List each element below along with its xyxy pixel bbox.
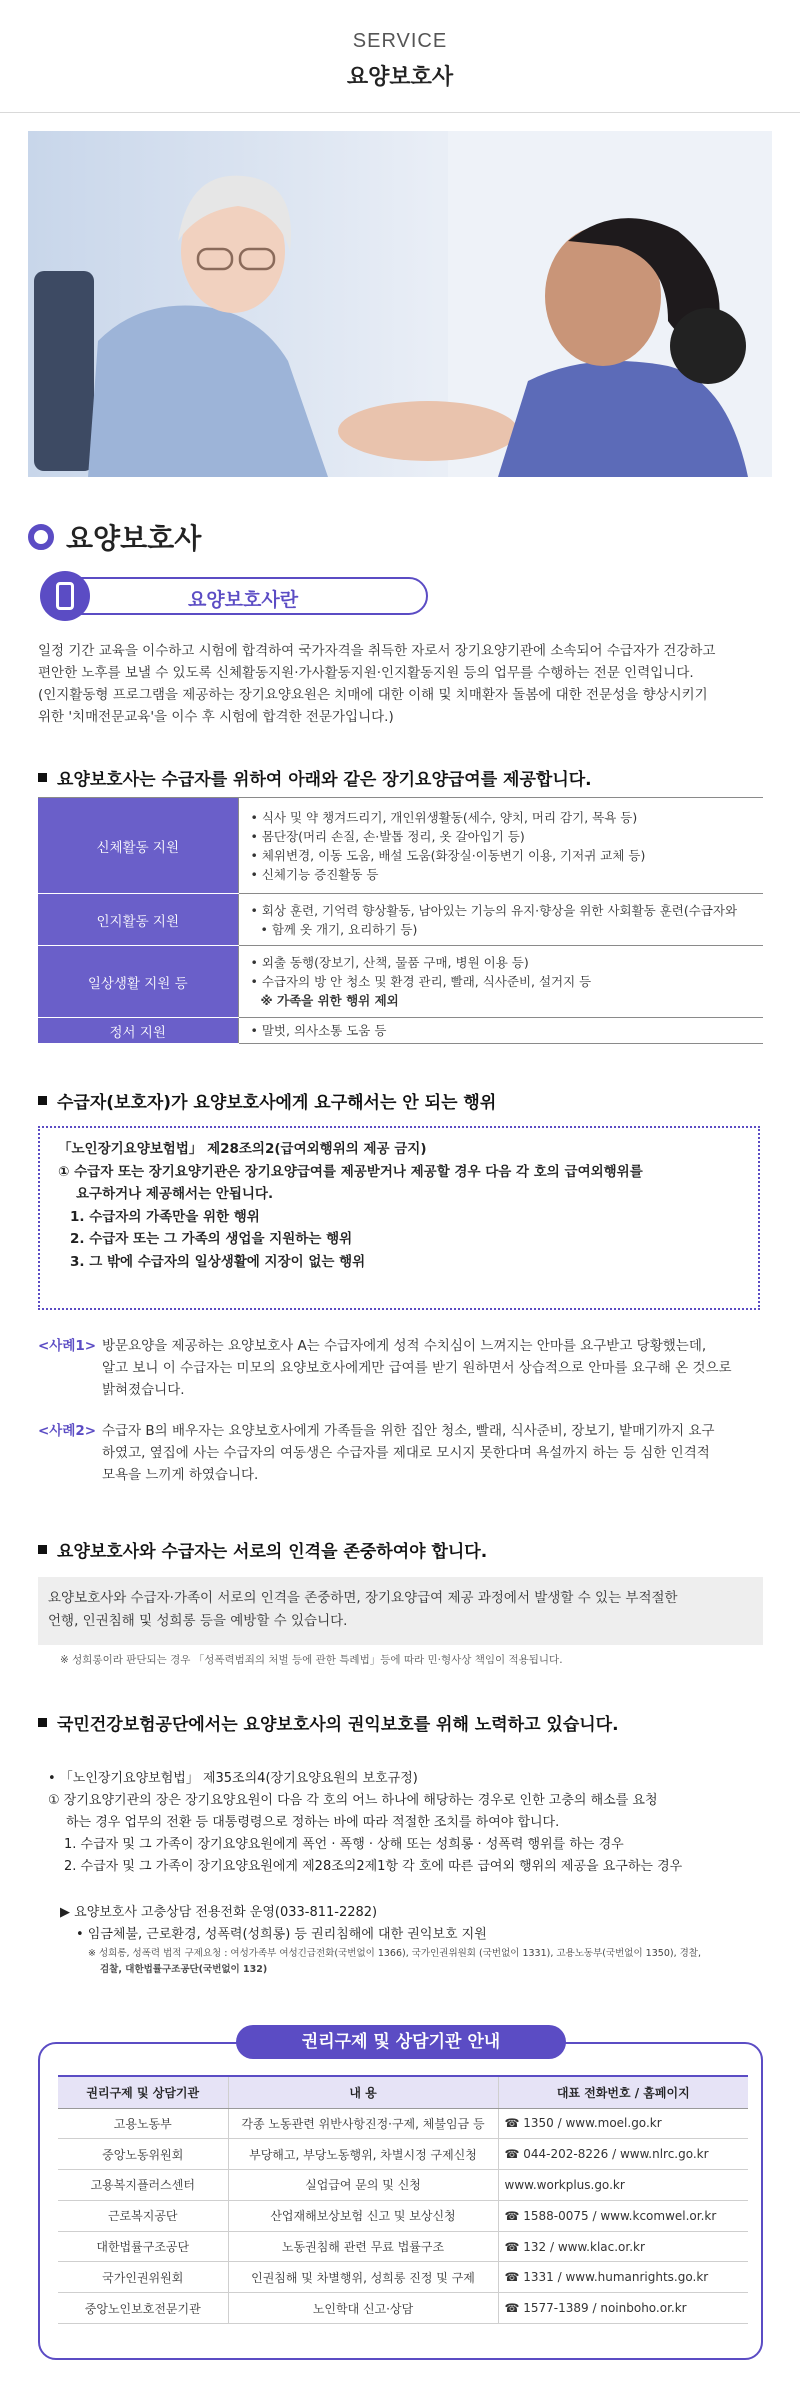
table-row: 고용노동부 각종 노동관련 위반사항진정·구제, 체불임금 등 ☎ 1350 / www.moel.go.kr xyxy=(58,2108,748,2139)
pill-label: 요양보호사란 xyxy=(187,589,299,611)
page-header xyxy=(0,0,800,113)
benefit-category: 정서 지원 xyxy=(38,1018,238,1044)
rights-law: • 「노인장기요양보험법」 제35조의4(장기요양요원의 보호규정) ① 장기요양기관의 장은 장기요양요원이 다음 각 호의 어느 하나에 해당하는 경우로 인한 고충의 해소를 요청 하는 경우 업무의 전환 등 대통령령으로 정하는 바에 따라 적절한 조치를 하여야 합니다. 1. 수급자 및 그 가족이 장기요양요원에게 폭언 · 폭행 · 상해 또는 성희롱 · 성폭력 행위를 하는 경우 2. 수급자 및 그 가족이 장기요양요원에게 제28조의2제1항 각 호에 따른 급여외 행위의 제공을 요구하는 경우 xyxy=(48,1771,683,1874)
benefits-heading: 요양보호사는 수급자를 위하여 아래와 같은 장기요양급여를 제공합니다. xyxy=(38,765,592,790)
table-row: 일상생활 지원 등 • 외출 동행(장보기, 산책, 물품 구매, 병원 이용 등) • 수급자의 방 안 청소 및 환경 관리, 빨래, 식사준비, 설거지 등 ※ 가족을 위한 행위 제외 xyxy=(38,946,763,1018)
case-example: <사례2> 수급자 B의 배우자는 요양보호사에게 가족들을 위한 집안 청소, 빨래, 식사준비, 장보기, 밭매기까지 요구 하였고, 옆집에 사는 수급자의 여동생은 수급자를 제대로 모시지 못한다며 욕설까지 하는 등 심한 인격적 모욕을 느끼게 하였습니다. xyxy=(38,1423,715,1483)
respect-note: ※ 성희롱이라 판단되는 경우 「성폭력범죄의 처벌 등에 관한 특례법」등에 따라 민·형사상 책임이 적용됩니다. xyxy=(60,1654,563,1666)
definition-pill xyxy=(40,573,428,619)
table-row: 국가인권위원회 인권침해 및 차별행위, 성희롱 진정 및 구제 ☎ 1331 / www.humanrights.go.kr xyxy=(58,2262,748,2293)
smartphone-icon xyxy=(40,571,90,621)
agency-contact-link[interactable]: ☎ 1588-0075 / www.kcomwel.or.kr xyxy=(498,2200,748,2231)
table-row: 인지활동 지원 • 회상 훈련, 기억력 향상활동, 남아있는 기능의 유지·향상을 위한 사회활동 훈련(수급자와 • 함께 옷 개기, 요리하기 등) xyxy=(38,894,763,946)
agency-contact-link[interactable]: ☎ 132 / www.klac.or.kr xyxy=(498,2231,748,2262)
prohibited-heading: 수급자(보호자)가 요양보호사에게 요구해서는 안 되는 행위 xyxy=(38,1088,496,1113)
caregiver-photo xyxy=(28,131,772,477)
agencies-title: 권리구제 및 상담기관 안내 xyxy=(236,2025,566,2059)
table-row: 근로복지공단 산업재해보상보험 신고 및 보상신청 ☎ 1588-0075 / www.kcomwel.or.kr xyxy=(58,2200,748,2231)
respect-heading: 요양보호사와 수급자는 서로의 인격을 존중하여야 합니다. xyxy=(38,1537,487,1562)
respect-box: 요양보호사와 수급자·가족이 서로의 인격을 존중하면, 장기요양급여 제공 과정에서 발생할 수 있는 부적절한 언행, 인권침해 및 성희롱 등을 예방할 수 있습니다. xyxy=(38,1577,763,1645)
agency-contact-link[interactable]: www.workplus.go.kr xyxy=(498,2170,748,2201)
page-title: 요양보호사 xyxy=(346,65,454,90)
table-row: 신체활동 지원 • 식사 및 약 챙겨드리기, 개인위생활동(세수, 양치, 머리 감기, 목욕 등) • 몸단장(머리 손질, 손·발톱 정리, 옷 갈아입기 등) • 체위변경, 이동 도움, 배설 도움(화장실·이동변기 이용, 기저귀 교체 등) • 신체기능 증진활동 등 xyxy=(38,798,763,894)
section-title: 요양보호사 xyxy=(28,520,201,554)
case-example: <사례1> 방문요양을 제공하는 요양보호사 A는 수급자에게 성적 수치심이 느껴지는 안마를 요구받고 당황했는데, 알고 보니 이 수급자는 미모의 요양보호사에게만 급여를 받기 원하면서 상습적으로 안마를 요구해 온 것으로 밝혀졌습니다. xyxy=(38,1338,732,1398)
benefit-category: 일상생활 지원 등 xyxy=(38,946,238,1018)
agency-contact-link[interactable]: ☎ 1350 / www.moel.go.kr xyxy=(498,2108,748,2139)
table-row: 정서 지원 • 말벗, 의사소통 도움 등 xyxy=(38,1018,763,1044)
table-row: 중앙노동위원회 부당해고, 부당노동행위, 차별시정 구제신청 ☎ 044-202-8226 / www.nlrc.go.kr xyxy=(58,2139,748,2170)
circle-bullet-icon xyxy=(28,524,54,550)
table-header-row: 권리구제 및 상담기관 내 용 대표 전화번호 / 홈페이지 xyxy=(58,2076,748,2108)
benefits-table xyxy=(38,797,763,1044)
agency-contact-link[interactable]: ☎ 044-202-8226 / www.nlrc.go.kr xyxy=(498,2139,748,2170)
table-row: 대한법률구조공단 노동권침해 관련 무료 법률구조 ☎ 132 / www.klac.or.kr xyxy=(58,2231,748,2262)
service-eyebrow: SERVICE xyxy=(352,30,448,52)
intro-text: 일정 기간 교육을 이수하고 시험에 합격하여 국가자격을 취득한 자로서 장기요양기관에 소속되어 수급자가 건강하고 편안한 노후를 보낼 수 있도록 신체활동지원·가사활동지원·인지활동지원 등의 업무를 수행하는 전문 인력입니다. (인지활동형 프로그램을 제공하는 장기요양요원은 치매에 대한 이해 및 치매환자 돌봄에 대한 전문성을 향상시키기 위한 '치매전문교육'을 이수 후 시험에 합격한 전문가입니다.) xyxy=(38,643,716,725)
table-row: 중앙노인보호전문기관 노인학대 신고·상담 ☎ 1577-1389 / noinboho.or.kr xyxy=(58,2293,748,2324)
agency-contact-link[interactable]: ☎ 1331 / www.humanrights.go.kr xyxy=(498,2262,748,2293)
benefit-category: 신체활동 지원 xyxy=(38,798,238,894)
agency-contact-link[interactable]: ☎ 1577-1389 / noinboho.or.kr xyxy=(498,2293,748,2324)
benefit-category: 인지활동 지원 xyxy=(38,894,238,946)
agencies-table xyxy=(58,2075,748,2324)
hero-image xyxy=(28,131,772,477)
rights-heading: 국민건강보험공단에서는 요양보호사의 권익보호를 위해 노력하고 있습니다. xyxy=(38,1710,619,1735)
rights-hotline: ▶ 요양보호사 고충상담 전용전화 운영(033-811-2282) • 임금체불, 근로환경, 성폭력(성희롱) 등 권리침해에 대한 권익보호 지원 ※ 성희롱, 성폭력 법적 구제요청 : 여성가족부 여성긴급전화(국번없이 1366), 국가인권위원회 (국번없이 1331), 고용노동부(국번없이 1350), 경찰, 검찰, 대한법률구조공단(국번없이 132) xyxy=(60,1902,760,1978)
law-box: 「노인장기요양보험법」 제28조의2(급여외행위의 제공 금지) ① 수급자 또는 장기요양기관은 장기요양급여를 제공받거나 제공할 경우 다음 각 호의 급여외행위를 요구하거나 제공해서는 안됩니다. 1. 수급자의 가족만을 위한 행위 2. 수급자 또는 그 가족의 생업을 지원하는 행위 3. 그 밖에 수급자의 일상생활에 지장이 없는 행위 xyxy=(38,1126,760,1310)
table-row: 고용복지플러스센터 실업급여 문의 및 신청 www.workplus.go.kr xyxy=(58,2170,748,2201)
hotline-text: ▶ 요양보호사 고충상담 전용전화 운영(033-811-2282) xyxy=(60,1905,378,1920)
